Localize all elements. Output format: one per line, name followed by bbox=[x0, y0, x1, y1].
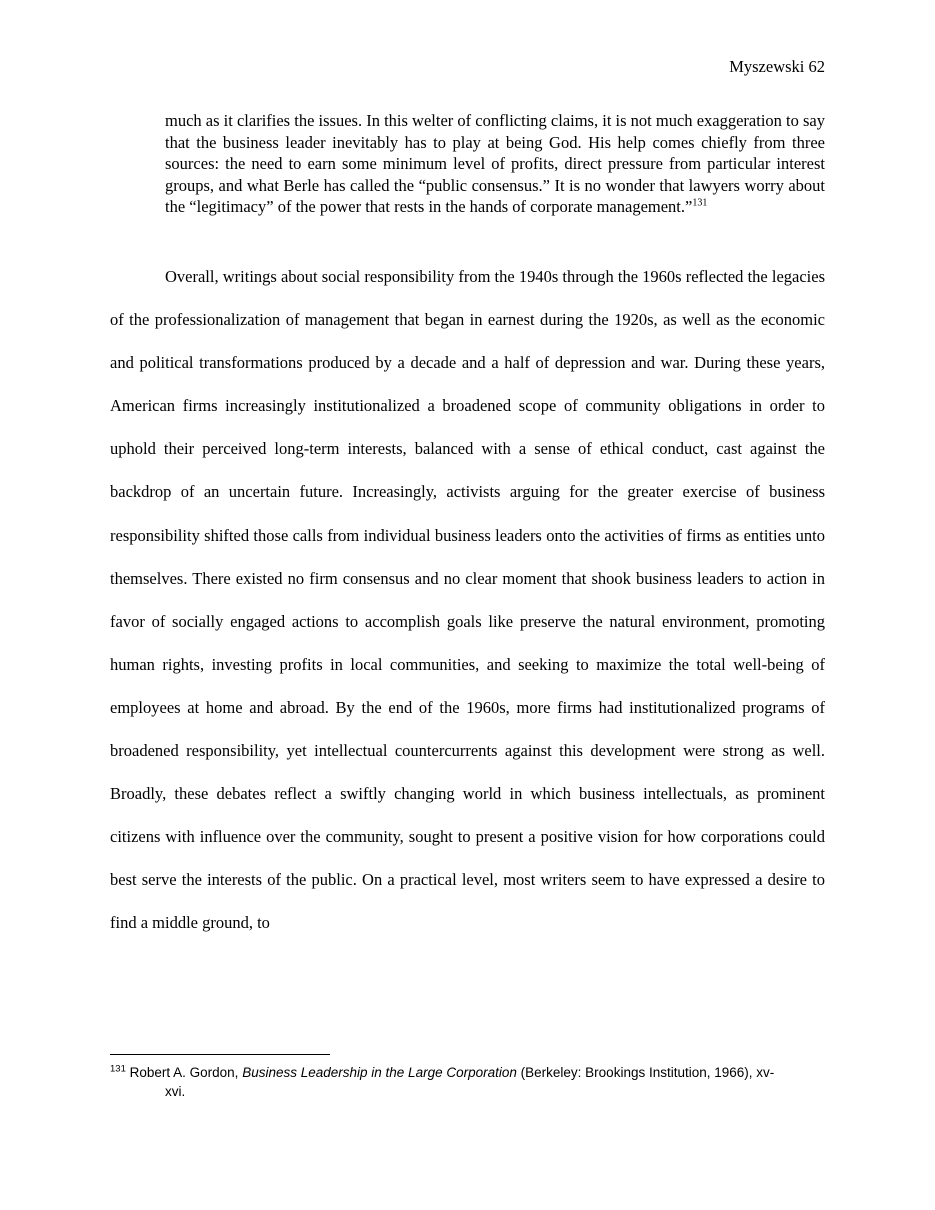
footnote-title: Business Leadership in the Large Corporation bbox=[242, 1065, 517, 1080]
body-paragraph-text: Overall, writings about social responsibility from the 1940s through the 1960s reflected the legacies of the professionalization of management that began in earnest during the 1920s, as well as the economic and political transformations produced by a decade and a half of depression and war. During these years, American firms increasingly institutionalized a broadened scope of community obligations in order to uphold their perceived long-term interests, balanced with a sense of ethical conduct, cast against the backdrop of an uncertain future. Increasingly, activists arguing for the greater exercise of business responsibility shifted those calls from individual business leaders onto the activities of firms as entities unto themselves. There existed no firm consensus and no clear moment that shook business leaders to action in favor of socially engaged actions to accomplish goals like preserve the natural environment, promoting human rights, investing profits in local communities, and seeking to maximize the total well-being of employees at home and abroad. By the end of the 1960s, more firms had institutionalized programs of broadened responsibility, yet intellectual countercurrents against this development were strong as well. Broadly, these debates reflect a swiftly changing world in which business intellectuals, as prominent citizens with influence over the community, sought to present a positive vision for how corporations could best serve the interests of the public. On a practical level, most writers seem to have expressed a desire to find a middle ground, to bbox=[110, 267, 825, 933]
block-quote bbox=[165, 110, 825, 218]
footnote bbox=[110, 1063, 825, 1101]
footnote-reference: 131 bbox=[692, 197, 708, 209]
footnote-number: 131 bbox=[110, 1063, 126, 1075]
footnote-author: Robert A. Gordon, bbox=[129, 1065, 239, 1080]
block-quote-text: much as it clarifies the issues. In this welter of conflicting claims, it is not much exaggeration to say that the business leader inevitably has to play at being God. His help comes chiefly from three sources: the need to earn some minimum level of profits, direct pressure from particular interest groups, and what Berle has called the “public consensus.” It is no wonder that lawyers worry about the “legitimacy” of the power that rests in the hands of corporate management.” bbox=[165, 111, 825, 217]
page-header bbox=[729, 56, 825, 78]
footnote-separator bbox=[110, 1054, 330, 1055]
body-paragraph bbox=[110, 255, 825, 945]
running-head: Myszewski 62 bbox=[729, 57, 825, 76]
footnote-pages-continued: xvi. bbox=[165, 1084, 186, 1099]
footnote-publication: (Berkeley: Brookings Institution, 1966), xv- bbox=[520, 1065, 775, 1080]
